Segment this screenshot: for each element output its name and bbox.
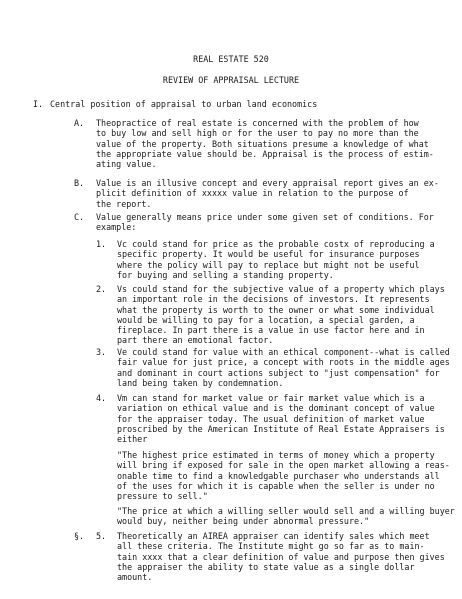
section-i-label: I. bbox=[33, 99, 44, 109]
quote-2-text: "The price at which a willing seller would sell and a willing buyer would buy, neither being under abnormal pressure." bbox=[117, 506, 455, 527]
sub-1-text: Vc could stand for price as the probable costx of reproducing a specific property. It would be useful for insurance purposes where the policy will pay to replace but might not be useful for buying and selling a standing property. bbox=[117, 239, 435, 280]
item-c-label: C. bbox=[74, 212, 85, 222]
document-subtitle: REVIEW OF APPRAISAL LECTURE bbox=[162, 75, 300, 85]
quote-1-text: "The highest price estimated in terms of money which a property will bring if exposed for sale in the open market allowing a reas- onable time to find a knowledgable purchaser who understands all of the uses for which it is capable when the seller is under no pressure to sell." bbox=[117, 450, 450, 502]
document-title: REAL ESTATE 520 bbox=[193, 54, 269, 64]
item-b-text: Value is an illusive concept and every appraisal report gives an ex- plicit definition of xxxxx value in relation to the purpose of the report. bbox=[96, 178, 439, 209]
item-b-label: B. bbox=[74, 178, 85, 188]
sub-5-prefix: §. bbox=[74, 531, 85, 541]
item-a-text: Theopractice of real estate is concerned with the problem of how to buy low and sell high or for the user to pay no more than the value of the property. Both situations presume a knowledge of what the appropriate value should be. Appraisal is the process of estim- ating value. bbox=[96, 118, 434, 170]
section-i-heading: Central position of appraisal to urban land economics bbox=[50, 99, 318, 109]
sub-5-label: 5. bbox=[96, 531, 107, 541]
item-c-text: Value generally means price under some given set of conditions. For example: bbox=[96, 212, 434, 233]
sub-2-text: Vs could stand for the subjective value of a property which plays an important role in the decisions of investors. It represents what the property is worth to the owner or what some individual would be willing to pay for a location, a special garden, a fireplace. In part there is a value in use factor here and in part there an emotional factor. bbox=[117, 284, 445, 346]
sub-2-label: 2. bbox=[96, 284, 107, 294]
sub-1-label: 1. bbox=[96, 239, 107, 249]
item-a-label: A. bbox=[74, 118, 85, 128]
sub-4-label: 4. bbox=[96, 393, 107, 403]
sub-5-text: Theoretically an AIREA appraiser can identify sales which meet all these criteria. The Institute might go so far as to main- tain xxxx that a clear definition of value and purpose then gives the appraiser the ability to state value as a single dollar amount. bbox=[117, 531, 445, 583]
sub-3-text: Ve could stand for value with an ethical component--what is called fair value for just price, a concept with roots in the middle ages and dominant in court actions subject to "just compensation" for land being taken by condemnation. bbox=[117, 347, 450, 388]
sub-4-text: Vm can stand for market value or fair market value which is a variation on ethical value and is the dominant concept of value for the appraiser today. The usual definition of market value proscribed by the American Institute of Real Estate Appraisers is either bbox=[117, 393, 445, 445]
sub-3-label: 3. bbox=[96, 347, 107, 357]
